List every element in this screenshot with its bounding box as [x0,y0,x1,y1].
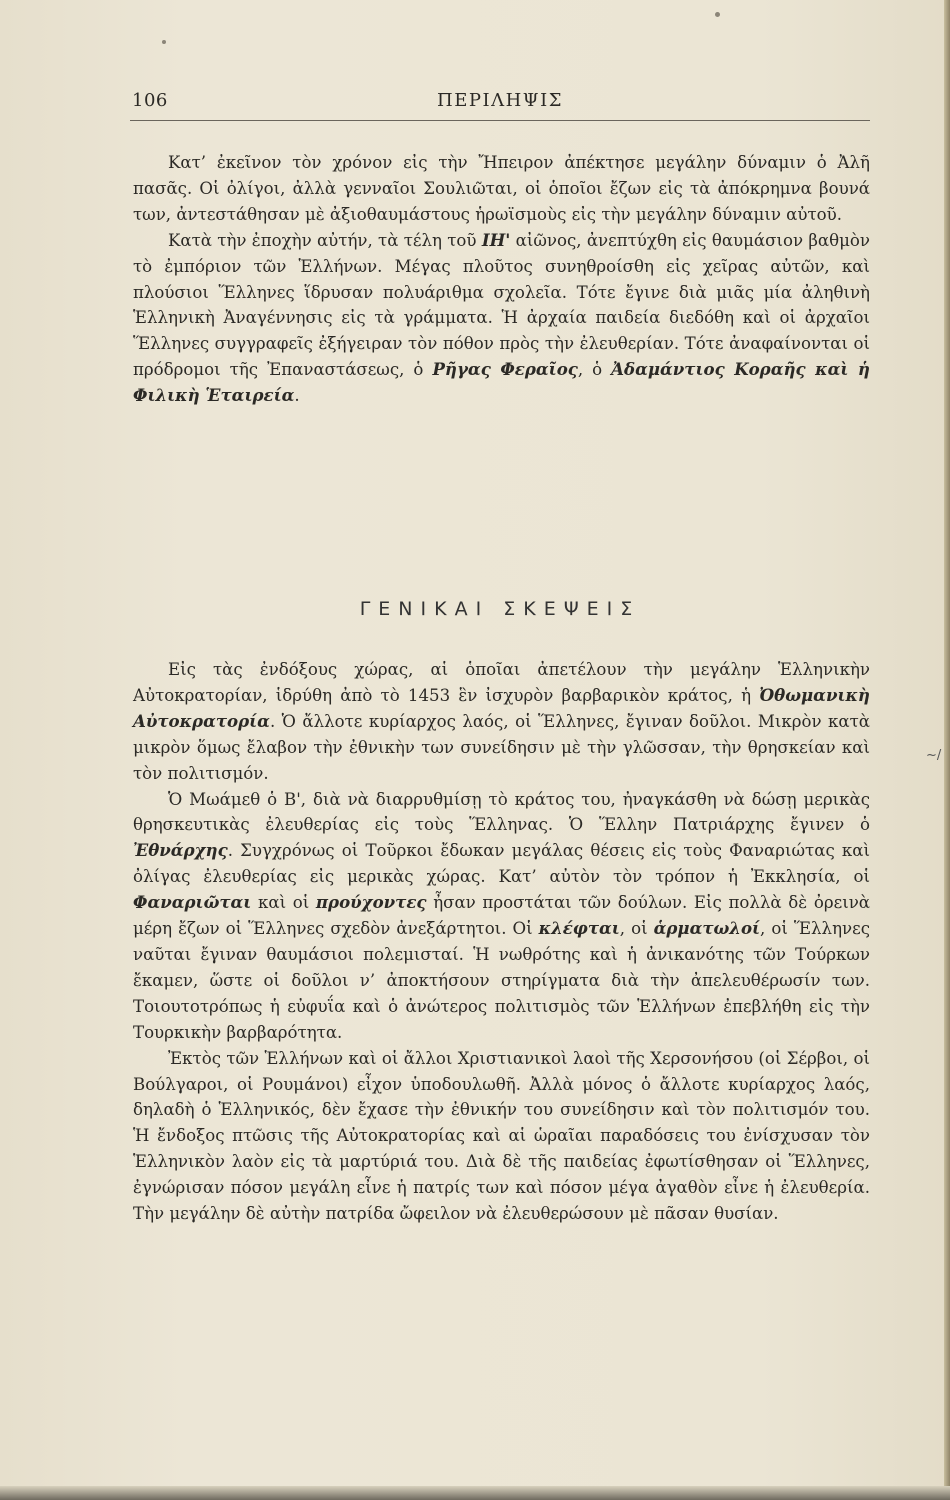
text-run: Εἰς τὰς ἐνδόξους χώρας, αἱ ὁποῖαι ἀπετέλουν τὴν μεγάλην Ἑλληνικὴν Αὐτοκρατορίαν, ἱδρύθη ἀπὸ τὸ 1453 ἓν ἰσχυρὸν βαρβαρικὸν κράτος, ἡ [133,660,870,705]
emphasized-term: προύχοντες [315,892,427,913]
page-edge-shadow [944,0,950,1500]
text-run: , ὁ [577,360,612,380]
header-rule [130,120,870,121]
section-2-text [133,657,870,1227]
paragraph [133,150,870,228]
section-1-text [133,150,870,409]
text-run: , οἱ [619,919,654,939]
text-run: καὶ οἱ [251,893,316,913]
emphasized-term: ΙΗ' [481,229,511,250]
emphasized-term: Ὀθωμανικὴ Αὐτοκρατορία [133,684,870,731]
text-run: αἰῶνος, ἀνεπτύχθη εἰς θαυμάσιον βαθμὸν τὸ ἐμπόριον τῶν Ἑλλήνων. Μέγας πλοῦτος συνηθροίσθη εἰς χεῖρας αὐτῶν, καὶ πλούσιοι Ἕλληνες ἵδρυσαν πολυάριθμα σχολεῖα. Τότε ἔγινε διὰ μιᾶς μία ἀληθινὴ Ἑλληνικὴ Ἀναγέννησις εἰς τὰ γράμματα. Ἡ ἀρχαία παιδεία διεδόθη καὶ οἱ ἀρχαῖοι Ἕλληνες συγγραφεῖς ἐξήγειραν τὸν πόθον πρὸς τὴν ἐλευθερίαν. Τότε ἀναφαίνονται οἱ πρόδρομοι τῆς Ἐπαναστάσεως, ὁ [133,230,870,380]
emphasized-term: Ἀδαμάντιος Κοραῆς καὶ ἡ Φιλικὴ Ἑταιρεία [133,359,870,406]
margin-pencil-mark: ~/ [926,748,942,763]
text-run: ἦσαν προστάται τῶν δούλων. Εἰς πολλὰ δὲ ὀρεινὰ μέρη ἔζων οἱ Ἕλληνες σχεδὸν ἀνεξάρτητοι. Οἱ [133,893,870,939]
page-bottom-edge [0,1486,950,1500]
ink-speck [162,40,166,44]
paragraph [133,657,870,787]
text-run: , οἱ Ἕλληνες ναῦται ἔγιναν θαυμάσιοι πολεμισταί. Ἡ νωθρότης καὶ ἡ ἀνικανότης τῶν Τούρκων ἔκαμεν, ὥστε οἱ δοῦλοι ν’ ἀποκτήσουν στηρίγματα διὰ τὴν ἀπελευθέρωσίν των. Τοιουτοτρόπως ἡ εὐφυΐα καὶ ὁ ἀνώτερος πολιτισμὸς τῶν Ἑλλήνων ἐπεβλήθη εἰς τὴν Τουρκικὴν βαρβαρότητα. [133,919,870,1042]
paragraph [133,787,870,1046]
emphasized-term: ἁρματωλοί [653,918,761,939]
emphasized-term: Ρῆγας Φεραῖος [432,359,578,380]
paragraph [133,228,870,409]
ink-speck [715,12,720,17]
running-title: ΠΕΡΙΛΗΨΙΣ [437,90,563,111]
text-run: Κατ’ ἐκεῖνον τὸν χρόνον εἰς τὴν Ἤπειρον ἀπέκτησε μεγάλην δύναμιν ὁ Ἀλῆ πασᾶς. Οἱ ὀλίγοι, ἀλλὰ γενναῖοι Σουλιῶται, οἱ ὁποῖοι ἔζων εἰς τὰ ἀπόκρημνα βουνά των, ἀντεστάθησαν μὲ ἀξιοθαυμάστους ἡρωϊσμοὺς εἰς τὴν μεγάλην δύναμιν αὐτοῦ. [133,153,870,224]
page-header [130,88,870,118]
section-heading: ΓΕΝΙΚΑΙ ΣΚΕΨΕΙΣ [359,598,641,620]
page-number: 106 [132,90,168,111]
text-run: Ἐκτὸς τῶν Ἑλλήνων καὶ οἱ ἄλλοι Χριστιανικοὶ λαοὶ τῆς Χερσονήσου (οἱ Σέρβοι, οἱ Βούλγαροι, οἱ Ρουμάνοι) εἶχον ὑποδουλωθῆ. Ἀλλὰ μόνος ὁ ἄλλοτε κυρίαρχος λαός, δηλαδὴ ὁ Ἑλληνικός, δὲν ἔχασε τὴν ἐθνικήν του συνείδησιν καὶ τὸν πολιτισμόν του. Ἡ ἔνδοξος πτῶσις τῆς Αὐτοκρατορίας καὶ αἱ ὡραῖαι παραδόσεις του ἐνίσχυσαν τὸν Ἑλληνικὸν λαὸν εἰς τὰ μαρτύριά του. Διὰ δὲ τῆς παιδείας ἐφωτίσθησαν οἱ Ἕλληνες, ἐγνώρισαν πόσον μεγάλη εἶνε ἡ πατρίς των καὶ πόσον μέγα ἀγαθὸν εἶνε ἡ ἐλευθερία. Τὴν μεγάλην δὲ αὐτὴν πατρίδα ὤφειλον νὰ ἐλευθερώσουν μὲ πᾶσαν θυσίαν. [133,1048,870,1224]
emphasized-term: Ἐθνάρχης [133,840,228,861]
text-run: Ὁ Μωάμεθ ὁ Β', διὰ νὰ διαρρυθμίσῃ τὸ κράτος του, ἠναγκάσθη νὰ δώσῃ μερικὰς θρησκευτικὰς ἐλευθερίας εἰς τοὺς Ἕλληνας. Ὁ Ἕλλην Πατριάρχης ἔγινεν ὁ [133,789,870,835]
text-run: . Ὁ ἄλλοτε κυρίαρχος λαός, οἱ Ἕλληνες, ἔγιναν δοῦλοι. Μικρὸν κατὰ μικρὸν ὅμως ἔλαβον τὴν ἐθνικὴν των συνείδησιν μὲ τὴν γλῶσσαν, τὴν θρησκείαν καὶ τὸν πολιτισμόν. [133,711,870,783]
emphasized-term: κλέφται [538,918,620,939]
text-run: Κατὰ τὴν ἐποχὴν αὐτήν, τὰ τέλη τοῦ [168,230,482,250]
emphasized-term: Φαναριῶται [133,892,252,913]
paragraph [133,1046,870,1227]
text-run: . [294,386,300,406]
text-run: . Συγχρόνως οἱ Τοῦρκοι ἔδωκαν μεγάλας θέσεις εἰς τοὺς Φαναριώτας καὶ ὀλίγας ἐλευθερίας εἰς μερικὰς χώρας. Κατ’ αὐτὸν τὸν τρόπον ἡ Ἐκκλησία, οἱ [133,841,870,887]
